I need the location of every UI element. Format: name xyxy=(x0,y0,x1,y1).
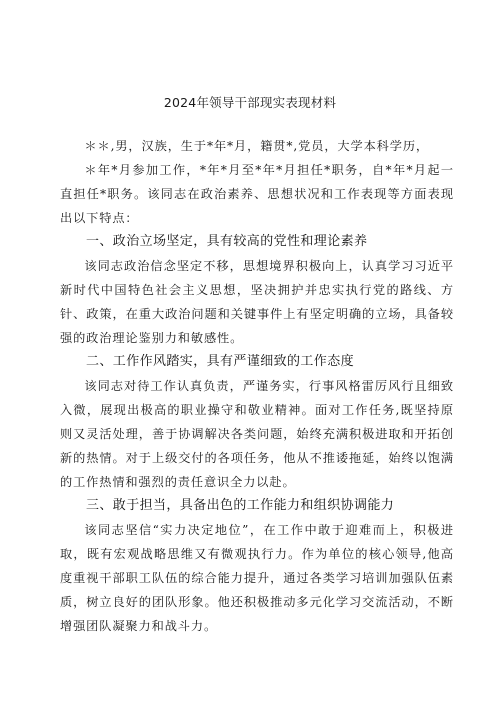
intro-paragraph-2: ＊年*月参加工作，*年*月至*年*月担任*职务，自*年*月起一直担任*职务。该同志在政治素养、思想状况和工作表现等方面表现出以下特点： xyxy=(60,163,454,225)
section-2-paragraph: 该同志对待工作认真负责，严谨务实，行事风格雷厉风行且细致入微，展现出极高的职业操守和敬业精神。面对工作任务,既坚持原则又灵活处理，善于协调解决各类问题，始终充满积极进取和开拓创新的热情。对于上级交付的各项任务，他从不推诿拖延，始终以饱满的工作热情和强烈的责任意识全力以赴。 xyxy=(60,379,454,489)
section-3-paragraph: 该同志坚信“实力决定地位”，在工作中敢于迎难而上，积极进取，既有宏观战略思维又有微观执行力。作为单位的核心领导,他高度重视干部职工队伍的综合能力提升，通过各类学习培训加强队伍素质，树立良好的团队形象。他还积极推动多元化学习交流活动，不断增强团队凝聚力和战斗力。 xyxy=(60,523,454,633)
section-1-paragraph: 该同志政治信念坚定不移，思想境界积极向上，认真学习习近平新时代中国特色社会主义思想，坚决拥护并忠实执行党的路线、方针、政策，在重大政治问题和关键事件上有坚定明确的立场，具备较强的政治理论鉴别力和敏感性。 xyxy=(60,259,454,345)
section-heading-1: 一、政治立场坚定，具有较高的党性和理论素养 xyxy=(86,234,368,249)
section-heading-2: 二、工作作风踏实，具有严谨细致的工作态度 xyxy=(86,354,355,369)
document-title: 2024年领导干部现实表现材料 xyxy=(163,95,337,110)
intro-paragraph-1: ＊＊,男，汉族，生于*年*月，籍贯*,党员，大学本科学历， xyxy=(84,139,430,153)
document-body xyxy=(60,134,454,638)
section-heading-3: 三、敢于担当，具备出色的工作能力和组织协调能力 xyxy=(86,498,395,513)
